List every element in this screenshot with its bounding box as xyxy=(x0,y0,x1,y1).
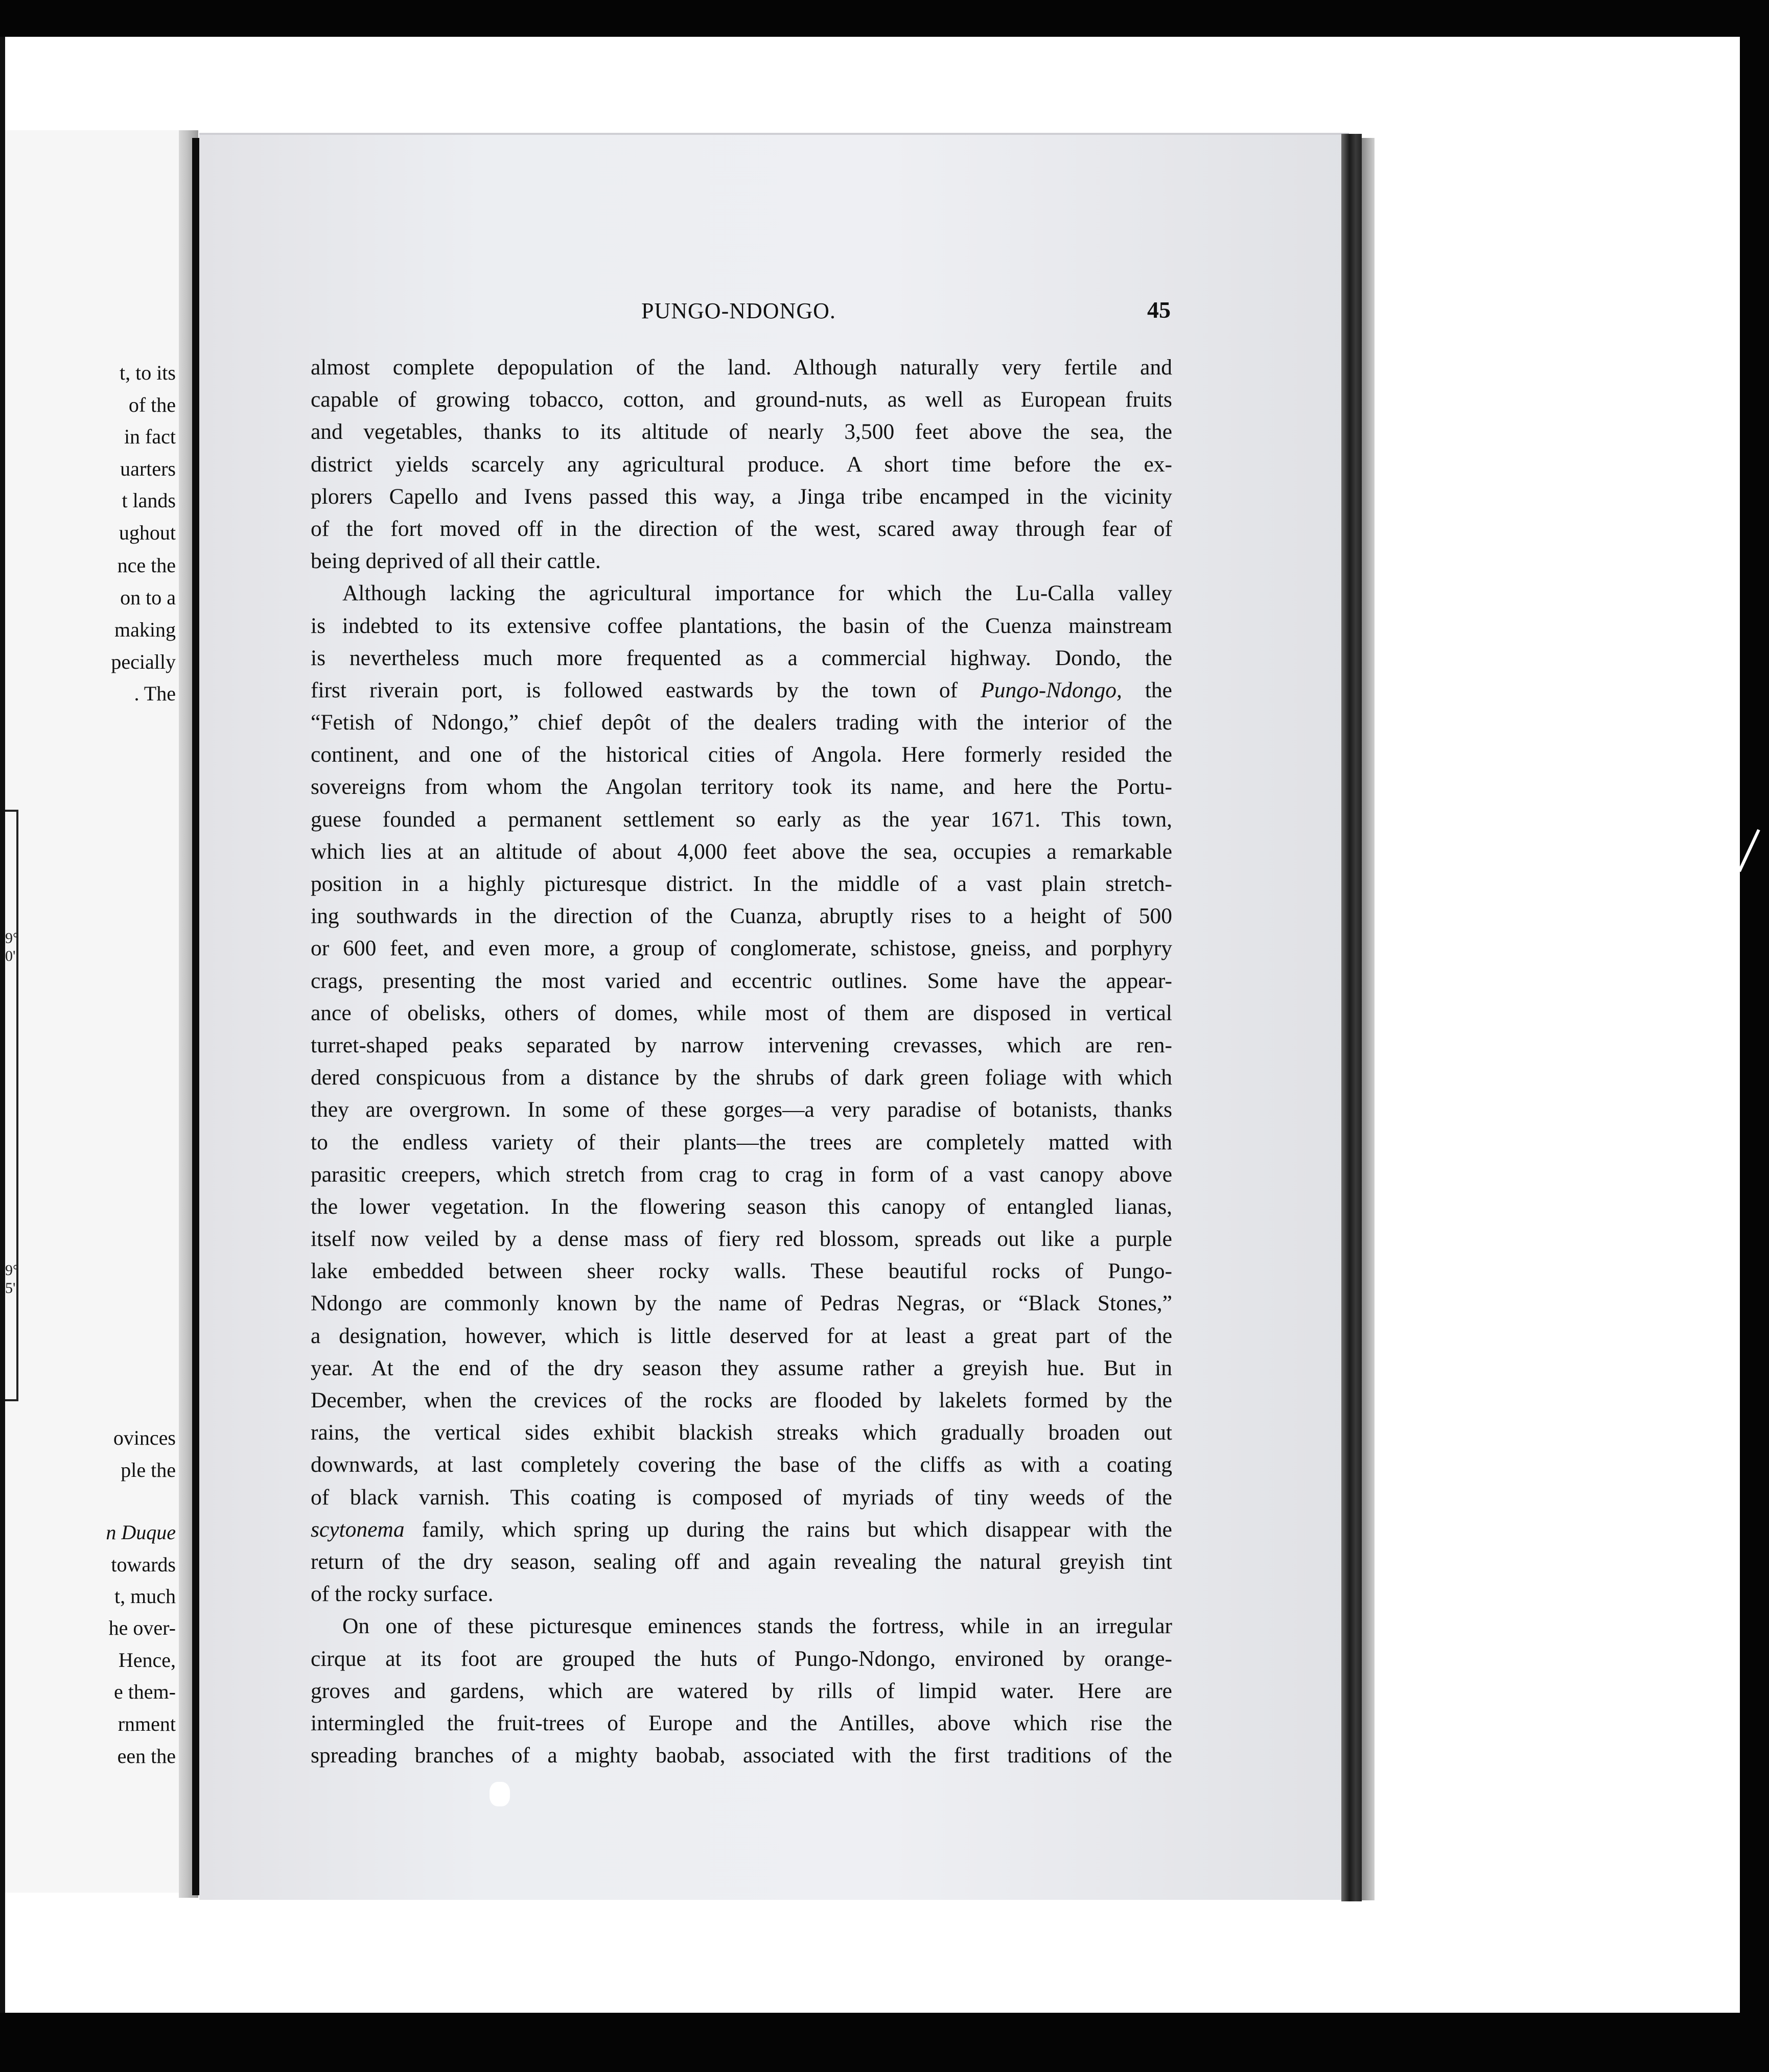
text-line: year. At the end of the dry season they assume rather a greyish hue. But in xyxy=(311,1355,1172,1380)
text-line: continent, and one of the historical cities of Angola. Here formerly resided the xyxy=(311,742,1172,767)
text-line: parasitic creepers, which stretch from crag to crag in form of a vast canopy above xyxy=(311,1162,1172,1187)
text-line: is indebted to its extensive coffee plantations, the basin of the Cuenza mainstream xyxy=(311,613,1172,638)
text-line: Ndongo are commonly known by the name of Pedras Negras, or “Black Stones,” xyxy=(311,1291,1172,1316)
text-line: Although lacking the agricultural importance for which the Lu-Calla valley xyxy=(342,581,1172,606)
left-page-fragment: een the xyxy=(117,1745,176,1768)
left-page-fragment: he over- xyxy=(108,1616,176,1639)
text-line: crags, presenting the most varied and eccentric outlines. Some have the appear- xyxy=(311,968,1172,993)
text-line: spreading branches of a mighty baobab, associated with the first traditions of the xyxy=(311,1743,1172,1768)
scan-smudge xyxy=(490,1782,510,1806)
text-line: which lies at an altitude of about 4,000 feet above the sea, occupies a remarkable xyxy=(311,839,1172,864)
previous-page xyxy=(5,130,179,1893)
text-line: plorers Capello and Ivens passed this way, a Jinga tribe encamped in the vicinity xyxy=(311,484,1172,509)
text-line: a designation, however, which is little deserved for at least a great part of the xyxy=(311,1323,1172,1348)
text-line: almost complete depopulation of the land. Although naturally very fertile and xyxy=(311,355,1172,380)
text-line: the lower vegetation. In the flowering season this canopy of entangled lianas, xyxy=(311,1194,1172,1219)
scan-border-left xyxy=(0,37,5,2013)
text-line: or 600 feet, and even more, a group of conglomerate, schistose, gneiss, and porphyry xyxy=(311,936,1172,961)
text-line: ing southwards in the direction of the Cuanza, abruptly rises to a height of 500 xyxy=(311,904,1172,929)
map-label: 9° xyxy=(5,930,19,947)
text-line: they are overgrown. In some of these gorges—a very paradise of botanists, thanks xyxy=(311,1097,1172,1122)
left-page-fragment: . The xyxy=(134,682,176,705)
scan-border-top xyxy=(0,0,1769,37)
left-page-fragment: in fact xyxy=(124,425,176,448)
text-line: itself now veiled by a dense mass of fiery red blossom, spreads out like a purple xyxy=(311,1227,1172,1252)
text-line: ance of obelisks, others of domes, while most of them are disposed in vertical xyxy=(311,1000,1172,1025)
text-line: is nevertheless much more frequented as a commercial highway. Dondo, the xyxy=(311,645,1172,670)
text-line: On one of these picturesque eminences stands the fortress, while in an irregular xyxy=(342,1614,1172,1639)
text-line: sovereigns from whom the Angolan territory took its name, and here the Portu- xyxy=(311,774,1172,799)
running-head: PUNGO-NDONGO. xyxy=(641,298,836,323)
text-line: scytonema family, which spring up during the rains but which disappear with the xyxy=(311,1517,1172,1542)
left-page-fragment: t, to its xyxy=(119,361,176,384)
left-page-fragment: ughout xyxy=(119,521,176,544)
italic-term: Pungo-Ndongo, xyxy=(981,677,1122,702)
text-line: cirque at its foot are grouped the huts of Pungo-Ndongo, environed by orange- xyxy=(311,1646,1172,1671)
italic-term: scytonema xyxy=(311,1517,405,1542)
left-page-fragment: of the xyxy=(128,393,176,416)
left-page-fragment: uarters xyxy=(120,457,176,480)
left-page-fragment: e them- xyxy=(113,1680,176,1703)
left-page-fragment: ovinces xyxy=(113,1426,176,1449)
left-page-fragment: towards xyxy=(111,1553,176,1576)
scan-border-bottom xyxy=(0,2013,1769,2072)
map-label: 5' xyxy=(5,1280,16,1297)
text-line: of the fort moved off in the direction of the west, scared away through fear of xyxy=(311,516,1172,541)
left-page-fragment: n Duque xyxy=(106,1521,176,1544)
text-line: of the rocky surface. xyxy=(311,1582,494,1607)
left-page-fragment: pecially xyxy=(111,650,176,673)
text-line: capable of growing tobacco, cotton, and ground-nuts, as well as European fruits xyxy=(311,387,1172,412)
map-label: 9° xyxy=(5,1262,19,1279)
page-edge-shadow xyxy=(1362,138,1375,1900)
text-line: position in a highly picturesque district. In the middle of a vast plain stretch- xyxy=(311,872,1172,896)
text-line: turret-shaped peaks separated by narrow intervening crevasses, which are ren- xyxy=(311,1032,1172,1057)
map-label: 0' xyxy=(5,948,16,964)
left-page-fragment: nce the xyxy=(117,554,176,577)
text-line: groves and gardens, which are watered by rills of limpid water. Here are xyxy=(311,1678,1172,1703)
text-line: rains, the vertical sides exhibit blackish streaks which gradually broaden out xyxy=(311,1420,1172,1445)
text-line: guese founded a permanent settlement so early as the year 1671. This town, xyxy=(311,807,1172,832)
left-page-fragment: on to a xyxy=(120,586,176,609)
text-line: intermingled the fruit-trees of Europe and the Antilles, above which rise the xyxy=(311,1710,1172,1735)
text-line: of black varnish. This coating is composed of myriads of tiny weeds of the xyxy=(311,1485,1172,1510)
text-line: “Fetish of Ndongo,” chief depôt of the dealers trading with the interior of the xyxy=(311,710,1172,735)
text-line: first riverain port, is followed eastwards by the town of Pungo-Ndongo, the xyxy=(311,677,1172,702)
body-text xyxy=(311,351,1172,1772)
text-line: district yields scarcely any agricultural produce. A short time before the ex- xyxy=(311,452,1172,477)
left-page-fragment: t lands xyxy=(122,489,176,512)
page-edge xyxy=(1341,134,1362,1901)
text-line: downwards, at last completely covering the base of the cliffs as with a coating xyxy=(311,1452,1172,1477)
book-spine xyxy=(192,138,199,1895)
text-line: to the endless variety of their plants—the trees are completely matted with xyxy=(311,1129,1172,1155)
left-page-fragment: t, much xyxy=(114,1585,176,1608)
scan-border-right xyxy=(1740,0,1769,2072)
text-line: return of the dry season, sealing off and again revealing the natural greyish tint xyxy=(311,1549,1172,1574)
left-page-map-frame xyxy=(5,810,18,1401)
text-line: being deprived of all their cattle. xyxy=(311,549,601,574)
left-page-fragment: ple the xyxy=(121,1458,176,1481)
left-page-fragment: rnment xyxy=(118,1712,176,1735)
text-line: dered conspicuous from a distance by the shrubs of dark green foliage with which xyxy=(311,1065,1172,1090)
text-line: lake embedded between sheer rocky walls. These beautiful rocks of Pungo- xyxy=(311,1259,1172,1284)
text-line: December, when the crevices of the rocks are flooded by lakelets formed by the xyxy=(311,1388,1172,1412)
page-number: 45 xyxy=(1147,297,1171,323)
left-page-fragment: making xyxy=(114,618,176,641)
left-page-fragment: Hence, xyxy=(118,1649,176,1671)
text-line: and vegetables, thanks to its altitude of nearly 3,500 feet above the sea, the xyxy=(311,419,1172,444)
